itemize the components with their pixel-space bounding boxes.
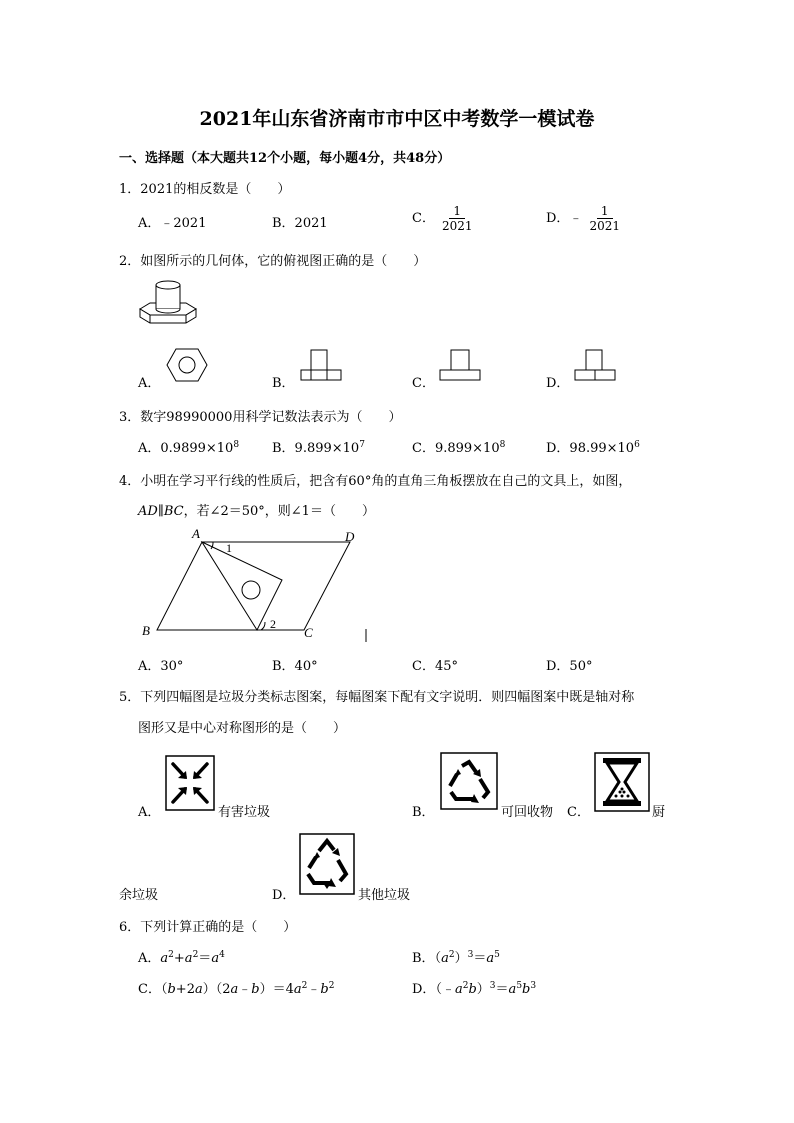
q2-option-d-view-icon xyxy=(573,348,619,382)
q4-option-a[interactable]: A．30° xyxy=(138,659,184,674)
q2-option-c[interactable]: C． xyxy=(412,376,435,391)
q5-recyclable-icon xyxy=(440,752,498,810)
fig-label-b: B xyxy=(142,623,150,638)
question-5-stem-line1: 5．下列四幅图是垃圾分类标志图案，每幅图案下配有文字说明．则四幅图案中既是轴对称 xyxy=(119,690,635,705)
q5-option-a-label: 有害垃圾 xyxy=(218,805,271,820)
fig-angle-1: 1 xyxy=(226,541,232,555)
q3-option-b[interactable]: B．$9.899\times 10^7$ xyxy=(272,440,365,456)
question-4-stem-line1: 4．小明在学习平行线的性质后，把含有60°角的直角三角板摆放在自己的文具上，如图， xyxy=(119,474,632,489)
q2-option-a-hexagon-icon xyxy=(165,347,209,383)
fig-label-a: A xyxy=(192,526,200,541)
section-heading: 一、选择题（本大题共12个小题，每小题4分，共48分） xyxy=(119,151,451,166)
q5-option-d[interactable]: D． xyxy=(272,888,296,903)
q4-option-d[interactable]: D．50° xyxy=(546,659,593,674)
q2-option-c-view-icon xyxy=(438,348,484,382)
q1-option-a[interactable]: A．﹣2021 xyxy=(138,216,207,231)
q5-option-a[interactable]: A． xyxy=(138,805,161,820)
question-5-stem-line2: 图形又是中心对称图形的是（ ） xyxy=(138,721,347,736)
fig-angle-2: 2 xyxy=(270,617,276,631)
q5-other-waste-icon xyxy=(299,833,355,895)
q1-option-c-fraction: $\frac{1}{2021}$ xyxy=(441,204,473,233)
q5-food-waste-icon xyxy=(594,752,650,812)
q6-option-a[interactable]: A．$a^2+a^2=a^4$ xyxy=(138,950,225,966)
q1-option-d-fraction: $\frac{1}{2021}$ xyxy=(589,204,620,233)
question-3-stem: 3．数字98990000用科学记数法表示为（ ） xyxy=(119,410,402,425)
q2-option-d[interactable]: D． xyxy=(546,376,570,391)
q3-option-c[interactable]: C．$9.899\times 10^8$ xyxy=(412,440,506,456)
q2-solid-figure xyxy=(138,275,198,330)
page-title: 2021年山东省济南市市中区中考数学一模试卷 xyxy=(199,108,595,130)
q1-option-d-label: D．﹣ xyxy=(546,211,583,226)
q5-option-d-label: 其他垃圾 xyxy=(358,888,411,903)
q5-option-b-label: 可回收物 xyxy=(501,805,554,820)
q5-option-b[interactable]: B． xyxy=(412,805,435,820)
q4-option-b[interactable]: B．40° xyxy=(272,659,318,674)
q2-option-b[interactable]: B． xyxy=(272,376,295,391)
q2-option-a[interactable]: A． xyxy=(138,376,161,391)
q3-option-d[interactable]: D．$98.99\times 10^6$ xyxy=(546,440,640,456)
q3-option-a[interactable]: A．$0.9899\times 10^8$ xyxy=(138,440,240,456)
question-6-stem: 6．下列计算正确的是（ ） xyxy=(119,920,297,935)
question-1-stem: 1．2021的相反数是（ ） xyxy=(119,182,291,197)
q2-option-b-view-icon xyxy=(299,348,345,382)
q6-option-c[interactable]: C．$(b+2a)(2a﹣b)=4a^2﹣b^2$ xyxy=(138,981,335,997)
q5-option-c[interactable]: C． xyxy=(567,805,590,820)
q1-option-d[interactable] xyxy=(546,204,624,233)
fig-label-d: D xyxy=(345,529,355,544)
q1-option-c-label: C． xyxy=(412,211,435,226)
q6-option-d[interactable]: D．$(﹣a^2b)^3=a^5b^3$ xyxy=(412,981,537,997)
q5-option-c-label-cont: 余垃圾 xyxy=(119,888,159,903)
q4-parallelogram-figure xyxy=(140,525,380,645)
question-2-stem: 2．如图所示的几何体，它的俯视图正确的是（ ） xyxy=(119,254,427,269)
fig-label-c: C xyxy=(304,625,313,640)
q1-option-b[interactable]: B．2021 xyxy=(272,216,328,231)
q4-option-c[interactable]: C．45° xyxy=(412,659,458,674)
q5-hazardous-waste-icon xyxy=(165,755,215,811)
question-4-stem-line2: AD∥BC，若∠2＝50°，则∠1＝（ ） xyxy=(138,504,375,519)
q1-option-c[interactable] xyxy=(412,204,477,233)
q6-option-b[interactable]: B．$(a^2)^3=a^5$ xyxy=(412,950,500,966)
q5-option-c-label: 厨 xyxy=(652,805,666,820)
